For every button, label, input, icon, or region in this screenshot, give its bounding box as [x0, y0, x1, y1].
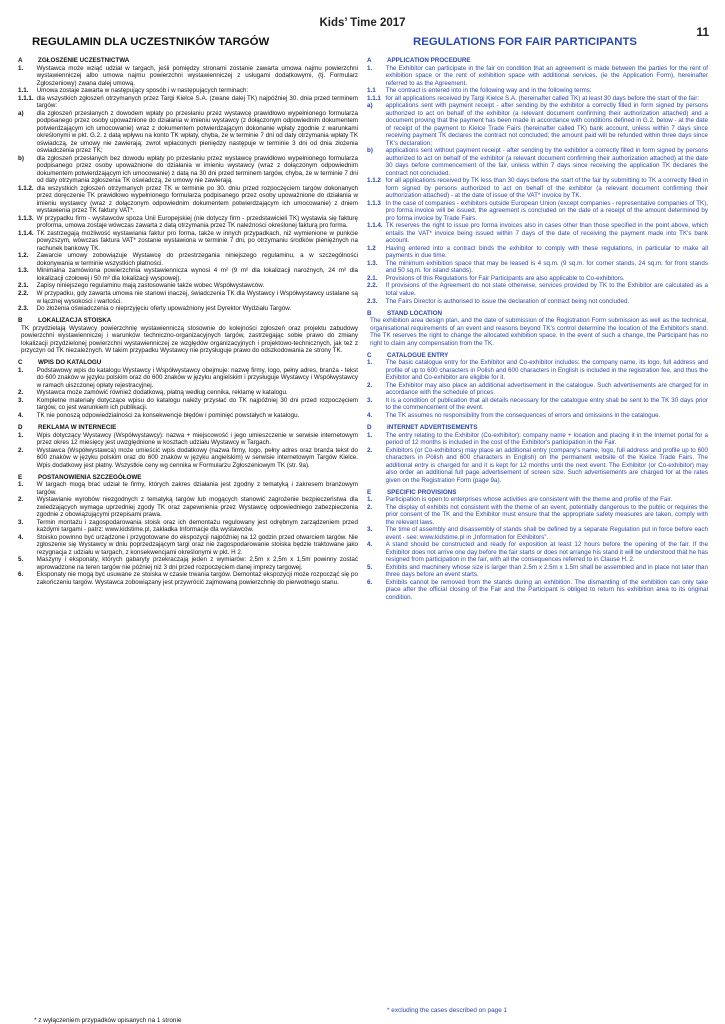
- clause-text: Umowa zostaje zawarta w następujący sposób i w następujących terminach:: [36, 87, 249, 95]
- clause-text: Do złożenia oświadczenia o nieprzyjęciu oferty upoważniony jest Dyrektor Wydziału Targów.: [36, 305, 292, 313]
- clause-text: TK zastrzegają możliwość wystawiania faktur pro forma, także w innych przypadkach, niż wymienione w punkcie powyższym, wówczas faktura VAT* zostanie wystawiona w terminie 7 dni, po otrzymaniu środków pieniężnych na rachunek bankowy TK.: [36, 229, 358, 252]
- clause: [18, 252, 358, 267]
- english-title: REGULATIONS FOR FAIR PARTICIPANTS: [413, 36, 638, 48]
- english-column: [367, 57, 708, 1002]
- clause-text: Exhibits and machinery whose size is larger than 2.5m x 2.5m x 1.5m shall be assembled and in place not later than three days before an event starts.: [385, 563, 708, 579]
- clause-number: 3.: [18, 396, 24, 404]
- clause-text: W targach mogą brać udział te firmy, których zakres działania jest zgodny z tematyką i zakresem branżowym targów.: [36, 481, 358, 496]
- clause: [18, 325, 358, 355]
- section-heading-text: STAND LOCATION: [387, 309, 442, 317]
- clause-number: 1.: [18, 431, 24, 439]
- clause-text: dla wszystkich zgłoszeń otrzymanych przez Targi Kielce S.A. (zwane dalej TK) najpóźniej 30. dnia przed terminem targów:: [36, 94, 358, 110]
- clause-number: B: [367, 309, 372, 317]
- section-heading-text: ZGŁOSZENIE UCZESTNICTWA: [38, 57, 130, 64]
- clause: [18, 556, 358, 571]
- clause: [367, 222, 708, 245]
- clause-number: 2.: [18, 389, 24, 397]
- clause-number: 2.2.: [18, 289, 29, 297]
- clause-text: Kompletne materiały dotyczące wpisu do katalogu należy przysłać do TK najpóźniej 30 dni przed rozpoczęciem targów, co jest warunkiem ich publikacji.: [36, 396, 358, 412]
- page-number: 11: [696, 25, 709, 39]
- section-heading-text: CATALOGUE ENTRY: [387, 351, 449, 359]
- clause: [18, 534, 358, 557]
- clause-text: The minimum exhibition space that may be leased is 4 sq.m. (9 sq.m. for corner stands, 24 sq.m. for front stands and 50 sq.m. for island stands).: [385, 259, 708, 275]
- clause-text: Zawarcie umowy zobowiązuje Wystawcę do przestrzegania niniejszego regulaminu, a w szczególności dokonywania w terminie wszystkich płatności.: [36, 252, 358, 267]
- section-heading: [18, 359, 358, 367]
- clause-text: The contract is entered into in the following way and in the following terms:: [385, 87, 592, 95]
- clause: [367, 87, 708, 95]
- clause-number: b): [18, 154, 24, 162]
- clause-number: 1.1.: [18, 87, 29, 95]
- clause: [367, 245, 708, 260]
- clause-number: 1.: [18, 64, 24, 72]
- clause-text: The time of assembly and disassembly of stands shall be defined by a separate Regulation put in force before each event - see: www.kidstime.pl in „Information for Exhibitors”.: [385, 526, 708, 541]
- clause-number: 1.: [367, 496, 373, 504]
- section-heading: [367, 424, 708, 432]
- section-heading-text: POSTANOWIENIA SZCZEGÓŁOWE: [38, 473, 142, 481]
- clause: [18, 215, 358, 230]
- clause-text: Minimalna zamówiona powierzchnia wystawiennicza wynosi 4 m² (9 m² dla lokalizacji narożnych, 24 m² dla lokalizacji czołowej i 50 m² dla lokalizacji wyspowej).: [36, 267, 358, 282]
- clause: [18, 397, 358, 412]
- clause: [18, 155, 358, 185]
- section-heading-text: REKLAMA W INTERNECIE: [38, 424, 117, 432]
- clause: [18, 267, 358, 282]
- clause: [367, 200, 708, 223]
- clause: [18, 282, 358, 290]
- clause: [18, 230, 358, 253]
- clause-text: Participation is open to enterprises whose activities are consistent with the theme and profile of the Fair.: [385, 496, 673, 504]
- clause-number: C: [18, 359, 23, 367]
- clause-text: Maszyny i eksponaty, których gabaryty przekraczają jeden z wymiarów: 2,5m x 2,5m x 1,5m powinny zostać wprowadzone na teren targów nie później niż 3 dni przed rozpoczęciem danej imprezy targowej.: [36, 556, 358, 571]
- clause-number: 1.2: [367, 244, 376, 252]
- clause-number: 1.1: [367, 87, 376, 95]
- clause-number: 2.2.: [367, 282, 378, 290]
- clause-text: Podstawowy wpis do katalogu Wystawcy i Współwystawcy obejmuje: nazwę firmy, logo, pełny adres, branża - tekst do 600 znaków w języku polskim oraz do 600 znaków w języku angielskim i przysługuje Wystawcy i Współwystawcy w ramach uiszczonej opłaty rejestracyjnej.: [36, 366, 358, 389]
- clause-text: Stoisko powinno być urządzone i przygotowane do ekspozycji najpóźniej na 12 godzin przed otwarciem targów. Nie zgłoszenie się Wystawcy w dniu poprzedzającym targi oraz nie zagospodarowanie stoiska będzie traktowane jako rezygnacja z udziału w targach, z konsekwencjami określonymi w pkt. H 2.: [36, 533, 358, 556]
- clause-number: 2.: [367, 503, 373, 511]
- clause-number: 1.1.3: [367, 199, 381, 207]
- clause: [367, 447, 708, 485]
- clause-text: Wystawianie wyrobów niezgodnych z tematyką targów lub mogących stanowić zagrożenie bezpieczeństwa dla zwiedzających wymaga uprzedniej zgody TK oraz zapewnienia przez Wystawcę odpowiedniego zabezpieczenia zgodnie z obowiązującymi przepisami prawa.: [36, 496, 358, 519]
- clause-number: 3.: [367, 396, 373, 404]
- clause: [367, 102, 708, 147]
- clause-text: TK nie ponoszą odpowiedzialności za konsekwencje błędów i pominięć powstałych w katalogu.: [36, 411, 300, 419]
- clause-number: 1.1.1: [367, 94, 381, 102]
- clause: [18, 305, 358, 313]
- clause-number: 2.: [367, 446, 373, 454]
- header-title: Kids’ Time 2017: [319, 17, 406, 29]
- polish-title: REGULAMIN DLA UCZESTNIKÓW TARGÓW: [32, 36, 270, 48]
- clause-number: 1.1.2: [367, 177, 381, 185]
- clause-text: If provisions of the Agreement do not state otherwise, services provided by TK to the Exhibitor are calculated as a total value.: [385, 282, 708, 297]
- section-heading: [367, 310, 708, 318]
- clause: [367, 526, 708, 541]
- clause-text: A stand should be constructed and ready for exposition at least 12 hours before the opening of the fair. If the Exhibitor does not arrive one day before the fair starts or does not arrange his stand it will be understood that he has resigned from participation in the fair, with all the consequences referred to in Clause H. 2.: [385, 541, 708, 564]
- clause-text: The Exhibitor can participate in the fair on condition that an agreement is made between the parties for the rent of exhibition space or the rent of exhibition space with additional services, (ie the Application Form), hereinafter referred to as the Agreement.: [385, 64, 708, 87]
- clause-number: 6.: [367, 578, 373, 586]
- clause: [18, 496, 358, 519]
- clause: [367, 65, 708, 88]
- clause-number: 2.: [18, 496, 24, 504]
- clause: [18, 290, 358, 305]
- clause-text: Wpis dotyczący Wystawcy (Współwystawcy): nazwa + miejscowość i jego umieszczenie w serwisie internetowym przez okres 12 miesięcy jest uwzględnione w kosztach udziału Wystawcy w Targach.: [36, 431, 358, 447]
- section-heading-text: LOKALIZACJA STOISKA: [38, 317, 112, 325]
- clause-number: 1.: [367, 359, 373, 367]
- clause-number: 2.: [367, 381, 373, 389]
- clause-number: 5.: [18, 556, 24, 564]
- clause-number: b): [367, 147, 373, 155]
- clause-text: dla wszystkich zgłoszeń otrzymanych przez TK w terminie po 30. dniu przed rozpoczęciem targów dokonanych przez doręczenie TK prawidłowo wypełnionego formularza podpisanego przez osoby upoważnione do działania w imieniu wystawcy (wraz z dołączonym odpowiednim dokumentem potwierdzającym ich umocowanie) z dniem wystawienia przez TK faktury VAT*.: [36, 184, 358, 215]
- clause: [367, 496, 708, 504]
- clause-text: The entry relating to the Exhibitor (Co-exhibitor): company name + location and placing it in the Internet portal for a period of 12 months is included in the cost of the Exhibitor's participation in the Fair.: [385, 431, 708, 447]
- clause: [18, 110, 358, 155]
- clause: [18, 367, 358, 390]
- clause: [367, 177, 708, 200]
- clause-number: 3.: [367, 526, 373, 534]
- clause-number: 1.: [367, 64, 373, 72]
- section-heading: [18, 317, 358, 325]
- clause-text: for all applications received by TK less than 30 days before the start of the fair by submitting to TK a correctly filled in form signed by persons authorized to act on behalf of the exhibitor (a relevant document confirming their authorization attached) - at the date of issue of the VAT* invoice by TK.: [385, 177, 708, 200]
- clause: [18, 185, 358, 215]
- clause-text: Wystawca może zamówić również dodatkową, płatną według cennika, reklamę w katalogu.: [36, 389, 288, 397]
- clause-text: W przypadku firm - wystawców spoza Unii Europejskiej (nie dotyczy firm - przedstawicieli TK) wystawia się fakturę proforma, umowa zostaje wówczas zawarta z datą otrzymania przez TK należności określonej fakturą pro forma.: [36, 214, 358, 230]
- section-heading-text: WPIS DO KATALOGU: [38, 359, 102, 367]
- clause: [367, 504, 708, 527]
- clause-number: 2.1.: [18, 282, 29, 290]
- clause: [367, 397, 708, 412]
- clause-number: a): [18, 109, 24, 117]
- clause-text: Zapisy niniejszego regulaminu mają zastosowanie także wobec Współwystawców.: [36, 282, 265, 290]
- clause-number: A: [367, 57, 372, 64]
- clause-text: The TK assumes no responsibility from the consequences of errors and omissions in the catalogue.: [385, 411, 661, 419]
- section-heading-text: APPLICATION PROCEDURE: [387, 57, 471, 64]
- clause-number: 2.3.: [367, 297, 378, 305]
- section-heading: [18, 57, 358, 65]
- clause-number: 1.1.3.: [18, 214, 34, 222]
- clause-number: 1.1.4.: [367, 222, 383, 230]
- clause-number: E: [18, 473, 23, 481]
- clause-text: Wystawca może wziąć udział w targach, jeśli pomiędzy stronami zostanie zawarta umowa najmu powierzchni wystawienniczej albo umowa najmu powierzchni wystawienniczej z usługami dodatkowymi, (tj. Formularz Zgłoszeniowy) zwana dalej umową.: [36, 64, 358, 87]
- clause-text: applications sent with payment receipt - after sending by the exhibitor a correctly filled in form signed by persons authorized to act on behalf of the exhibitor (a relevant document confirming their authorization attached) and a document proving that the payment has been made in accordance with conditions defined in G.2. below - at the date of receipt of the payment to Kielce Trade Fairs (hereinafter called TK) bank account, unless within 7 days since receiving payment TK declares the contract not concluded; the amount paid will be refunded within three days since TK's declaration;: [385, 102, 708, 147]
- section-heading: [18, 424, 358, 432]
- clause: [18, 447, 358, 470]
- clause: [367, 382, 708, 397]
- clause-number: 1.3.: [18, 267, 29, 275]
- clause: [367, 282, 708, 297]
- section-heading: [367, 352, 708, 360]
- clause: [18, 481, 358, 496]
- clause-number: 1.: [18, 481, 24, 489]
- clause-text: Exhibits cannot be removed from the stands during an exhibition. The dismantling of the exhibition can only take place after the official closing of the Fair and the Participant is obliged to return his exhibition area to its original condition.: [385, 578, 708, 601]
- clause-number: B: [18, 317, 23, 325]
- polish-column: [18, 57, 358, 1002]
- clause-number: 5.: [367, 563, 373, 571]
- clause-text: In the case of companies - exhibitors outside European Union (except companies - representative companies of TK), pro forma invoice will be issued, the agreement is concluded on the date of a receipt of the amount determined by pro forma invoice by Trade Fairs.: [385, 199, 708, 222]
- clause-number: 1.2.: [18, 252, 29, 260]
- section-heading: [367, 57, 708, 65]
- clause-number: 2.: [18, 446, 24, 454]
- clause: [367, 317, 708, 347]
- section-heading-text: INTERNET ADVERTISEMENTS: [387, 424, 478, 432]
- clause: [367, 579, 708, 602]
- clause: [367, 95, 708, 103]
- clause-text: dla zgłoszeń przesłanych bez dowodu wpłaty po przesłaniu przez wystawcę prawidłowo wypełnionego formularza podpisanego przez osoby upoważnione do działania w imieniu wystawcy (wraz z dołączonym odpowiednim dokumentem potwierdzającym ich umocowanie) z datą na 30 dni przed terminem targów, chyba, że w terminie 7 dni od daty otrzymania zgłoszenia TK oświadczą, że umowy nie zawierają.: [36, 154, 358, 185]
- clause-text: The Exhibitor may also place an additional advertisement in the catalogue. Such advertisements are charged for in accordance with the schedule of prices.: [385, 381, 708, 397]
- clause-number: 4.: [367, 541, 373, 549]
- clause-text: It is a condition of publication that all details necessary for the catalogue entry shall be sent to the TK 30 days prior to the commencement of the event.: [385, 396, 708, 412]
- section-heading-text: SPECIFIC PROVISIONS: [387, 488, 457, 496]
- clause-text: Having entered into a contract binds the exhibitor to comply with these regulations, in particular to make all payments in due time.: [385, 244, 708, 260]
- clause-text: The display of exhibits not consistent with the theme of an event, potentially dangerous to the public or requires the prior consent of the TK and the Exhibitor must ensure that the appropriate safety measures are taken, comply with the relevant laws.: [385, 503, 708, 526]
- clause-number: 1.: [367, 431, 373, 439]
- clause: [18, 95, 358, 110]
- clause-number: C: [367, 351, 372, 359]
- clause-text: Exhibitors (or Co-exhibitors) may place an additional entry (company's name, logo, full address and profile up to 600 characters in Polish and 600 characters in English) on the permanent website of the Kielce Trade Fairs. The additional entry is charged for and it is kept for 12 months until the next event. The Exhibitor (or Co-exhibitor) may also order an additional full page advertisement of screen size. Such advertisements are charged for at the rates given on the Registration Form (page 9a).: [385, 446, 708, 484]
- clause-text: Eksponaty nie mogą być usuwane ze stoiska w czasie trwania targów. Demontaż ekspozycji może rozpocząć się po zakończeniu targów. Wystawca zobowiązany jest przywrócić zajmowaną powierzchnię do pierwotnego stanu.: [36, 571, 358, 586]
- clause-text: W przypadku, gdy zawarta umowa nie stanowi inaczej, świadczenia TK dla Wystawcy i Współwystawcy ustalane są w łącznej wysokości i wartości.: [36, 289, 358, 305]
- clause-number: 1.3.: [367, 259, 378, 267]
- clause-text: The exhibition area design plan, and the date of submission of the Registration Form submission as well as the technical, organisational requirements of an event and reasons beyond TK's control determine the location of the Exhibitor's stand. The TK reserves the right to change the allocated exhibition space. In the event of such a change, the Participant has no right to claim any compensation from the TK.: [370, 317, 708, 347]
- clause: [18, 571, 358, 586]
- section-heading: [18, 474, 358, 482]
- clause: [18, 389, 358, 397]
- clause-number: A: [18, 57, 23, 64]
- clause-number: 1.: [18, 366, 24, 374]
- clause: [18, 432, 358, 447]
- clause-text: dla zgłoszeń przesłanych z dowodem wpłaty po przesłaniu przez wystawcę prawidłowo wypełnionego formularza podpisanego przez osoby upoważnione do działania w imieniu wystawcy (z dołączonym odpowiednim dokumentem potwierdzającym ich umocowanie) wraz z dokumentem potwierdzającym dokonanie wpłaty zgodnie z warunkami określonymi w pkt. G.2. z datą wpływu na konto TK wpłaty, chyba, że w terminie 7 dni od daty otrzymania wpłaty TK oświadczą, że umowy nie zawierają; zwrot wpłaconych pieniędzy następuje w terminie 3 dni od dnia złożenia oświadczenia przez TK;: [36, 109, 358, 155]
- clause-text: TK reserves the right to issue pro forma invoices also in cases other than those specified in the point above, which entails the VAT* invoice being issued within 7 days of the date of receiving the payment made into TK's bank account.: [385, 222, 708, 245]
- clause-number: 1.1.2.: [18, 184, 34, 192]
- polish-footnote: * z wyłączeniem przypadków opisanych na 1 stronie: [34, 1017, 182, 1024]
- clause: [18, 87, 358, 95]
- clause-number: 1.1.4.: [18, 229, 34, 237]
- clause: [367, 298, 708, 306]
- clause-number: 3.: [18, 518, 24, 526]
- section-heading: [367, 489, 708, 497]
- clause-number: a): [367, 102, 373, 110]
- clause: [18, 412, 358, 420]
- clause-text: Provisions of this Regulations for Fair Participants are also applicable to Co-exhibitors.: [385, 274, 625, 282]
- clause: [367, 432, 708, 447]
- clause: [367, 564, 708, 579]
- clause: [367, 147, 708, 177]
- clause-number: 4.: [367, 411, 373, 419]
- clause-number: 1.1.1.: [18, 94, 34, 102]
- clause-number: D: [18, 424, 23, 432]
- clause-text: for all applications received by Targi Kielce S.A. (hereinafter called TK) at least 30 days before the start of the fair:: [385, 94, 700, 102]
- clause-number: 2.3.: [18, 305, 29, 313]
- clause-text: The basic catalogue entry for the Exhibitor and Co-exhibitor includes: the company name, its logo, full address and profile of up to 600 characters in Polish and 600 characters in English is included in the registration fee, and thus the Exhibitor and Co-exhibitor are eligible for it.: [385, 359, 708, 382]
- clause: [18, 519, 358, 534]
- clause-text: Wystawca (Współwystawca) może umieścić wpis dodatkowy (nazwa firmy, logo, pełny adres oraz branża tekst do 600 znaków w języku polskim oraz do 600 znaków w języku angielskim) w serwisie internetowym Targów Kielce. Wpis dodatkowy jest płatny. Wszystkie ceny wg cennika w Formularzu Zgłoszeniowym TK (str. 9a).: [36, 446, 358, 469]
- clause-text: applications sent without payment receipt - after sending by the exhibitor a correctly filled in form signed by persons authorized to act on behalf of the exhibitor (a relevant document confirming their authorization attached) at the date 30 days before commencement of the fair, unless within 7 days since receiving the application TK declares the contract not concluded.: [385, 147, 708, 177]
- clause-number: 6.: [18, 571, 24, 579]
- clause-text: The Fairs Director is authorised to issue the declaration of contract being not concluded.: [385, 297, 630, 305]
- clause-number: 2.1.: [367, 274, 378, 282]
- clause: [18, 65, 358, 88]
- clause-text: TK przydzielają Wystawcy powierzchnię wystawienniczą stosownie do kolejności zgłoszeń oraz projektu zabudowy powierzchni wystawienniczej i warunków techniczno-organizacyjnych targów, zastrzegając sobie prawo do zmiany lokalizacji przydzielonej powierzchni wystawienniczej ze względów organizacyjnych i projektowo-technicznych, jak też z przyczyn od TK niezależnych. W takim przypadku Wystawcy nie przysługuje prawo do odszkodowania ze strony TK.: [21, 324, 358, 355]
- clause: [367, 541, 708, 564]
- clause-text: Termin montażu i zagospodarowania stoisk oraz ich demontażu regulowany jest odrębnym zarządzeniem przed każdymi targami - patrz: www.kidstime.pl, zakładka Informacje dla wystawców.: [36, 518, 358, 534]
- clause-number: E: [367, 488, 372, 496]
- clause: [367, 412, 708, 420]
- clause: [367, 275, 708, 283]
- clause-number: 4.: [18, 533, 24, 541]
- clause: [367, 359, 708, 382]
- clause: [367, 260, 708, 275]
- clause-number: D: [367, 424, 372, 432]
- clause-number: 4.: [18, 411, 24, 419]
- english-footnote: * excluding the cases described on page 1: [387, 1007, 508, 1014]
